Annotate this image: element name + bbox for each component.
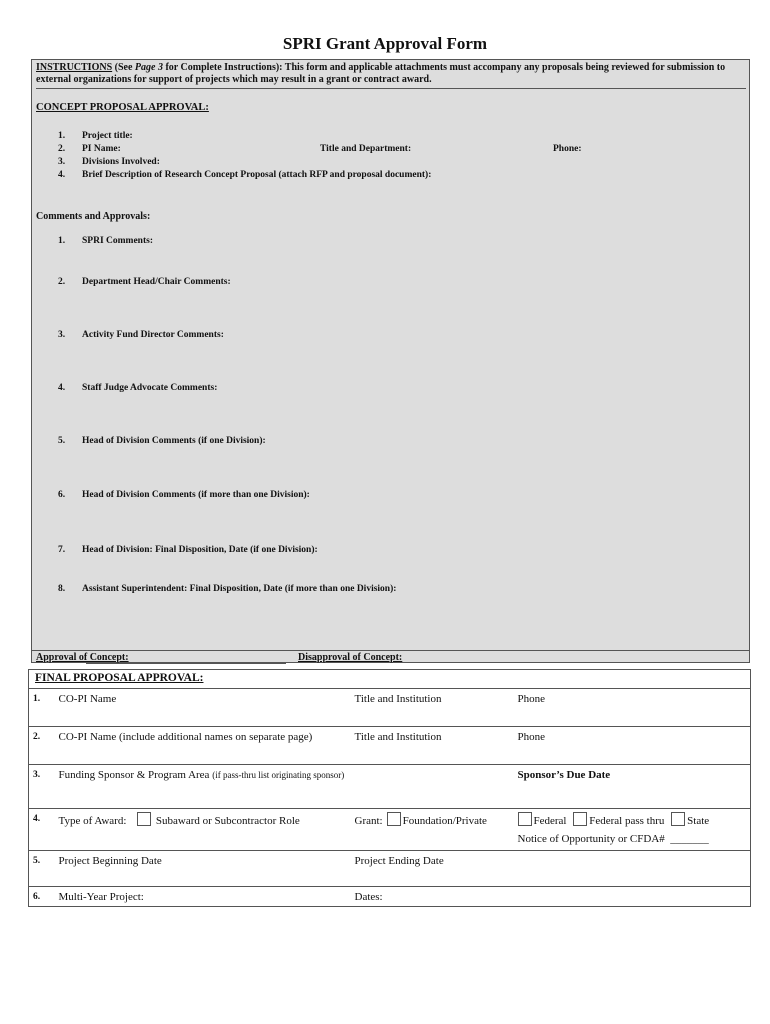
project-beginning-date-field[interactable]: Project Beginning Date: [55, 851, 351, 887]
title-institution-field-2[interactable]: Title and Institution: [351, 727, 514, 765]
activity-fund-comments-field[interactable]: 3. Activity Fund Director Comments:: [58, 330, 224, 340]
table-row: 1. CO-PI Name Title and Institution Phone: [29, 689, 751, 727]
sponsor-due-date-field[interactable]: Sponsor’s Due Date: [514, 765, 751, 809]
co-pi-name-field[interactable]: CO-PI Name: [55, 689, 351, 727]
concept-proposal-section: [31, 59, 750, 663]
spri-comments-field[interactable]: 1. SPRI Comments:: [58, 236, 153, 246]
comments-heading: Comments and Approvals:: [36, 211, 151, 222]
dates-field[interactable]: Dates:: [351, 887, 751, 907]
project-ending-date-field[interactable]: Project Ending Date: [351, 851, 751, 887]
table-row: 2. CO-PI Name (include additional names on separate page) Title and Institution Phone: [29, 727, 751, 765]
staff-judge-comments-field[interactable]: 4. Staff Judge Advocate Comments:: [58, 383, 218, 393]
department-head-comments-field[interactable]: 2. Department Head/Chair Comments:: [58, 277, 231, 287]
disapproval-of-concept-field[interactable]: Disapproval of Concept:: [298, 652, 403, 663]
final-disposition-one-field[interactable]: 7. Head of Division: Final Disposition, Date (if one Division):: [58, 545, 318, 555]
approval-of-concept-field[interactable]: Approval of Concept:: [36, 652, 129, 663]
instructions-label: INSTRUCTIONS: [36, 62, 113, 73]
phone-field-2[interactable]: Phone: [514, 727, 751, 765]
title-institution-field[interactable]: Title and Institution: [351, 689, 514, 727]
final-proposal-heading: FINAL PROPOSAL APPROVAL:: [29, 670, 751, 689]
head-division-multi-comments-field[interactable]: 6. Head of Division Comments (if more than one Division):: [58, 490, 310, 500]
divisions-field[interactable]: 3. Divisions Involved:: [58, 157, 160, 167]
approval-row: [32, 650, 749, 663]
table-row: 5. Project Beginning Date Project Ending Date: [29, 851, 751, 887]
project-title-field[interactable]: 1. Project title:: [58, 131, 133, 141]
co-pi-name-additional-field[interactable]: CO-PI Name (include additional names on separate page): [55, 727, 351, 765]
concept-heading: CONCEPT PROPOSAL APPROVAL:: [36, 102, 209, 113]
federal-state-options: Federal Federal pass thru State Notice of Opportunity or CFDA# _______: [514, 809, 751, 851]
phone-field[interactable]: Phone:: [553, 144, 582, 154]
phone-field[interactable]: Phone: [514, 689, 751, 727]
approval-blank-line: [86, 652, 286, 664]
subaward-checkbox[interactable]: [137, 812, 151, 826]
type-of-award: Type of Award: Subaward or Subcontractor Role: [55, 809, 351, 851]
foundation-checkbox[interactable]: [387, 812, 401, 826]
final-proposal-table: [28, 669, 751, 907]
table-row: 6. Multi-Year Project: Dates:: [29, 887, 751, 907]
funding-sponsor-field[interactable]: Funding Sponsor & Program Area (if pass-thru list originating sponsor): [55, 765, 351, 809]
pi-name-field[interactable]: 2. PI Name: Title and Department: Phone:: [58, 144, 582, 154]
grant-options: Grant: Foundation/Private: [351, 809, 514, 851]
page-reference: Page 3: [134, 62, 163, 73]
federal-pass-thru-checkbox[interactable]: [573, 812, 587, 826]
federal-checkbox[interactable]: [518, 812, 532, 826]
form-title: SPRI Grant Approval Form: [282, 34, 488, 53]
title-department-field[interactable]: Title and Department:: [320, 144, 412, 154]
cfda-field[interactable]: Notice of Opportunity or CFDA# _______: [517, 833, 709, 845]
instructions: INSTRUCTIONS (See Page 3 for Complete Instructions): This form and applicable attachments must accompany any proposals being reviewed for submission to external organizations for support of projects which may result in a grant or contract award.: [36, 62, 746, 89]
pass-thru-note: (if pass-thru list originating sponsor): [212, 770, 345, 780]
table-row: 4. Type of Award: Subaward or Subcontractor Role Grant: Foundation/Private Federal Federal pass thru State Notice of Opportunity or CFDA# _______: [29, 809, 751, 851]
state-checkbox[interactable]: [671, 812, 685, 826]
final-proposal-header-row: [29, 670, 751, 689]
head-division-one-comments-field[interactable]: 5. Head of Division Comments (if one Division):: [58, 436, 266, 446]
multi-year-project-field[interactable]: Multi-Year Project:: [55, 887, 351, 907]
description-field[interactable]: 4. Brief Description of Research Concept Proposal (attach RFP and proposal document):: [58, 170, 432, 180]
table-row: 3. Funding Sponsor & Program Area (if pass-thru list originating sponsor) Sponsor’s Due Date: [29, 765, 751, 809]
project-info-list: [58, 130, 582, 182]
final-disposition-multi-field[interactable]: 8. Assistant Superintendent: Final Disposition, Date (if more than one Division):: [58, 584, 397, 594]
